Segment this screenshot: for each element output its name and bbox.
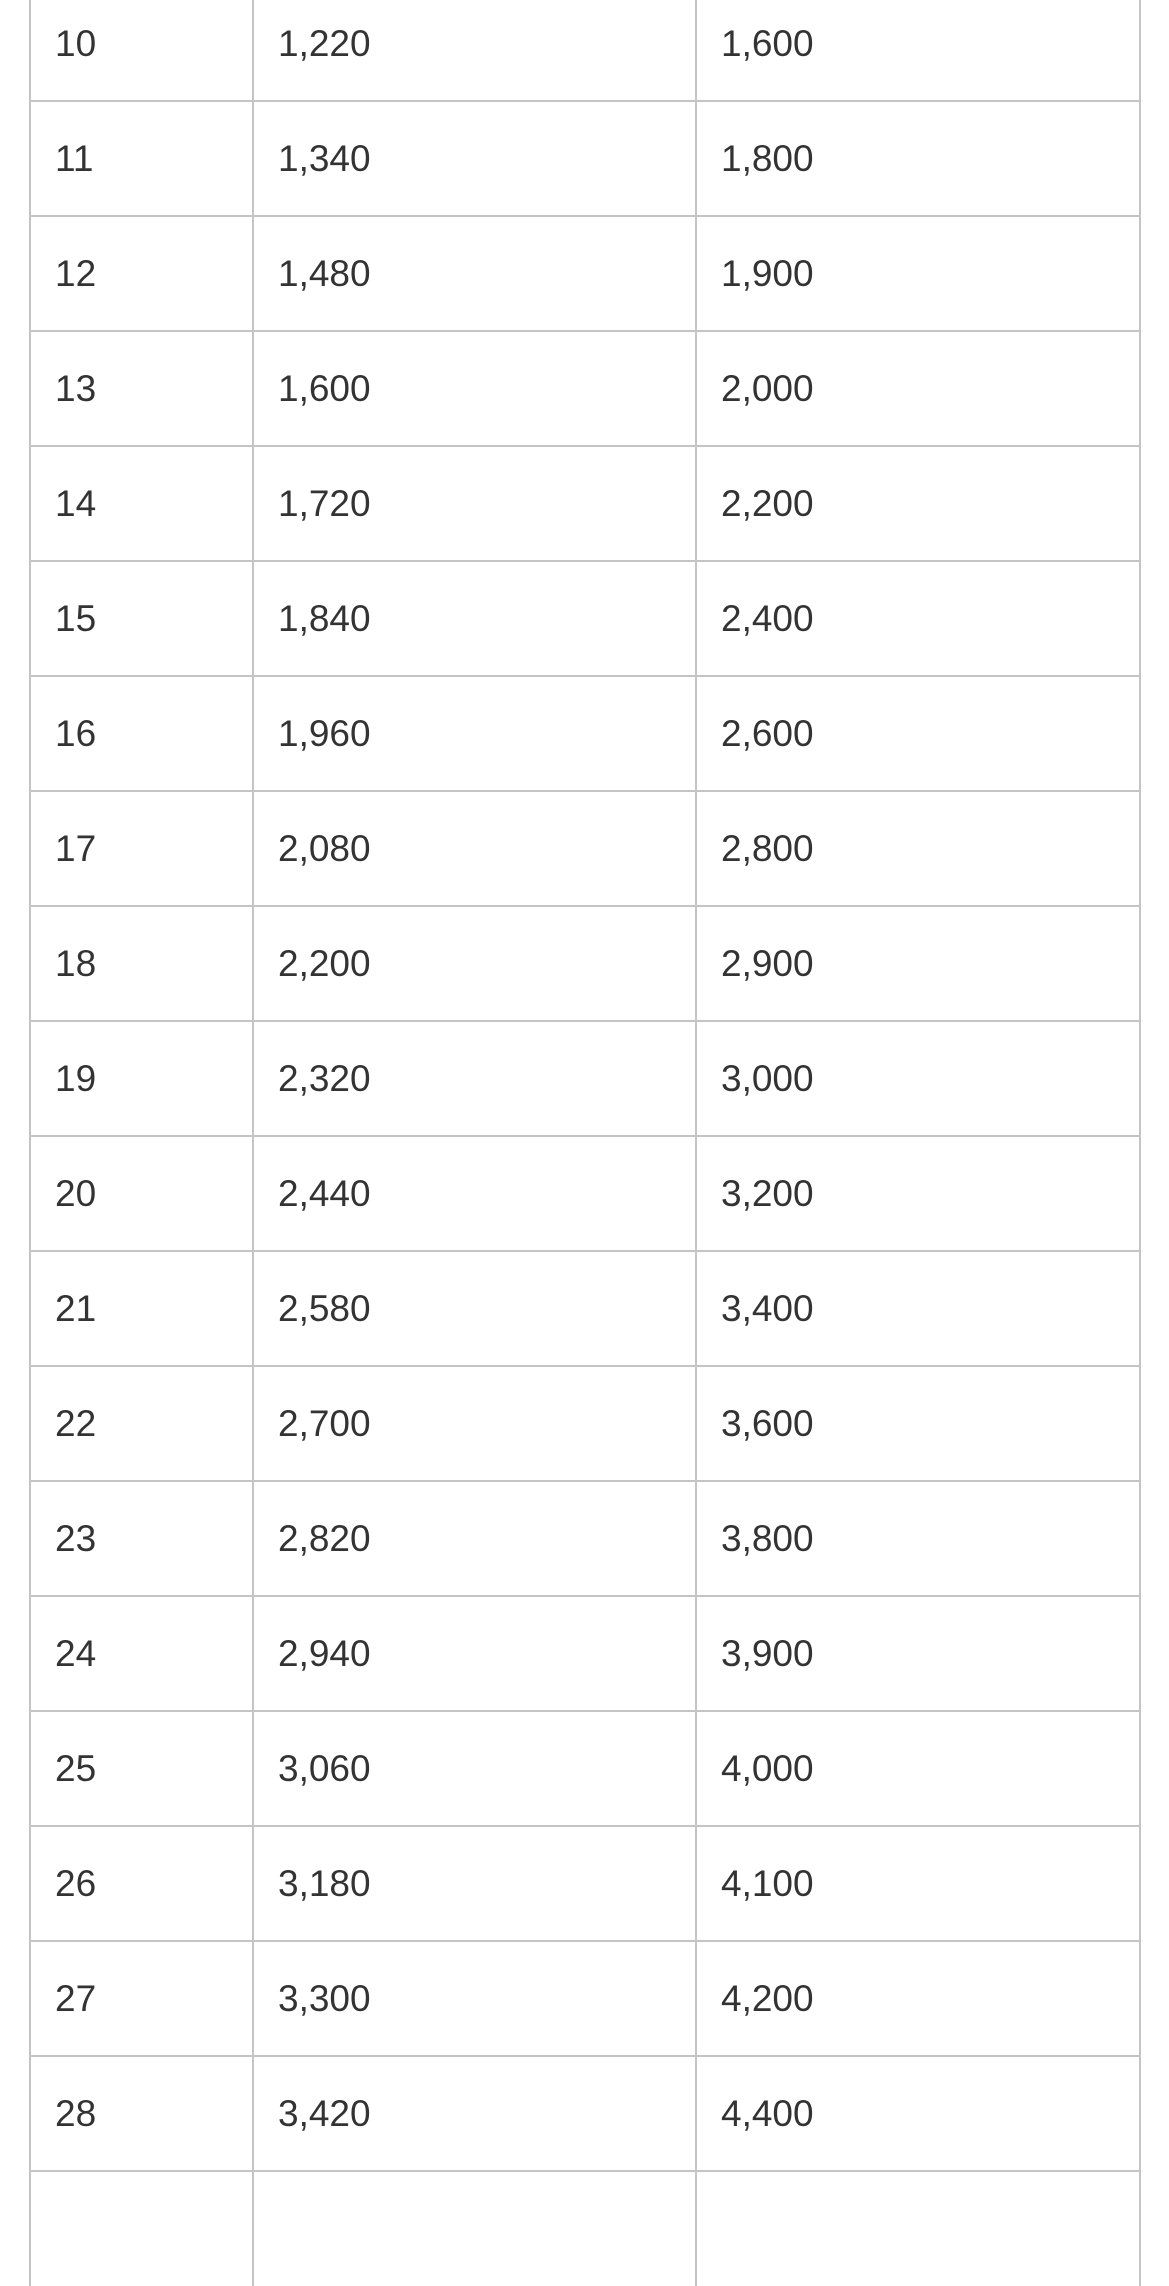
table-cell: 2,440 xyxy=(253,1136,696,1251)
table-cell: 1,960 xyxy=(253,676,696,791)
table-row xyxy=(30,216,1140,331)
table-cell: 28 xyxy=(30,2056,253,2171)
table-cell: 26 xyxy=(30,1826,253,1941)
table-cell: 3,600 xyxy=(696,1366,1140,1481)
table-cell: 1,800 xyxy=(696,101,1140,216)
table-cell: 16 xyxy=(30,676,253,791)
table-row xyxy=(30,2171,1140,2286)
table-row xyxy=(30,561,1140,676)
table-cell: 3,200 xyxy=(696,1136,1140,1251)
table-cell: 3,300 xyxy=(253,1941,696,2056)
table-row xyxy=(30,446,1140,561)
table-row xyxy=(30,101,1140,216)
data-table-container xyxy=(29,0,1139,2286)
table-cell: 2,320 xyxy=(253,1021,696,1136)
table-cell: 3,400 xyxy=(696,1251,1140,1366)
table-cell xyxy=(30,2171,253,2286)
table-cell: 3,900 xyxy=(696,1596,1140,1711)
table-cell: 2,700 xyxy=(253,1366,696,1481)
table-cell: 22 xyxy=(30,1366,253,1481)
table-cell: 3,000 xyxy=(696,1021,1140,1136)
table-cell: 2,820 xyxy=(253,1481,696,1596)
table-cell: 19 xyxy=(30,1021,253,1136)
table-row xyxy=(30,1941,1140,2056)
table-cell: 11 xyxy=(30,101,253,216)
table-cell: 4,400 xyxy=(696,2056,1140,2171)
table-cell: 15 xyxy=(30,561,253,676)
table-cell: 2,800 xyxy=(696,791,1140,906)
data-table xyxy=(29,0,1141,2286)
table-cell xyxy=(253,2171,696,2286)
table-cell: 4,000 xyxy=(696,1711,1140,1826)
table-cell: 25 xyxy=(30,1711,253,1826)
table-row xyxy=(30,676,1140,791)
table-cell: 2,580 xyxy=(253,1251,696,1366)
table-cell: 2,000 xyxy=(696,331,1140,446)
table-cell: 1,840 xyxy=(253,561,696,676)
table-cell: 2,940 xyxy=(253,1596,696,1711)
table-body xyxy=(30,0,1140,2286)
table-row xyxy=(30,1826,1140,1941)
table-cell: 3,060 xyxy=(253,1711,696,1826)
table-cell: 24 xyxy=(30,1596,253,1711)
table-cell: 2,600 xyxy=(696,676,1140,791)
table-cell: 1,340 xyxy=(253,101,696,216)
table-row xyxy=(30,1366,1140,1481)
table-cell: 13 xyxy=(30,331,253,446)
table-cell: 10 xyxy=(30,0,253,101)
table-row xyxy=(30,2056,1140,2171)
table-cell: 1,600 xyxy=(696,0,1140,101)
table-cell: 18 xyxy=(30,906,253,1021)
table-cell: 21 xyxy=(30,1251,253,1366)
table-row xyxy=(30,331,1140,446)
table-cell: 4,100 xyxy=(696,1826,1140,1941)
table-row xyxy=(30,1251,1140,1366)
table-row xyxy=(30,0,1140,101)
table-row xyxy=(30,791,1140,906)
table-cell: 14 xyxy=(30,446,253,561)
table-cell: 3,800 xyxy=(696,1481,1140,1596)
table-cell: 2,400 xyxy=(696,561,1140,676)
table-cell: 2,080 xyxy=(253,791,696,906)
table-row xyxy=(30,1021,1140,1136)
table-row xyxy=(30,906,1140,1021)
table-cell: 1,720 xyxy=(253,446,696,561)
table-cell: 2,200 xyxy=(253,906,696,1021)
table-cell: 23 xyxy=(30,1481,253,1596)
table-cell: 1,900 xyxy=(696,216,1140,331)
table-cell: 1,480 xyxy=(253,216,696,331)
table-cell: 17 xyxy=(30,791,253,906)
table-cell: 20 xyxy=(30,1136,253,1251)
table-row xyxy=(30,1136,1140,1251)
table-row xyxy=(30,1481,1140,1596)
table-cell: 3,180 xyxy=(253,1826,696,1941)
table-cell: 4,200 xyxy=(696,1941,1140,2056)
table-cell: 1,600 xyxy=(253,331,696,446)
table-cell: 1,220 xyxy=(253,0,696,101)
table-cell: 2,900 xyxy=(696,906,1140,1021)
table-row xyxy=(30,1596,1140,1711)
table-cell xyxy=(696,2171,1140,2286)
table-cell: 27 xyxy=(30,1941,253,2056)
table-cell: 3,420 xyxy=(253,2056,696,2171)
table-cell: 12 xyxy=(30,216,253,331)
table-cell: 2,200 xyxy=(696,446,1140,561)
table-row xyxy=(30,1711,1140,1826)
